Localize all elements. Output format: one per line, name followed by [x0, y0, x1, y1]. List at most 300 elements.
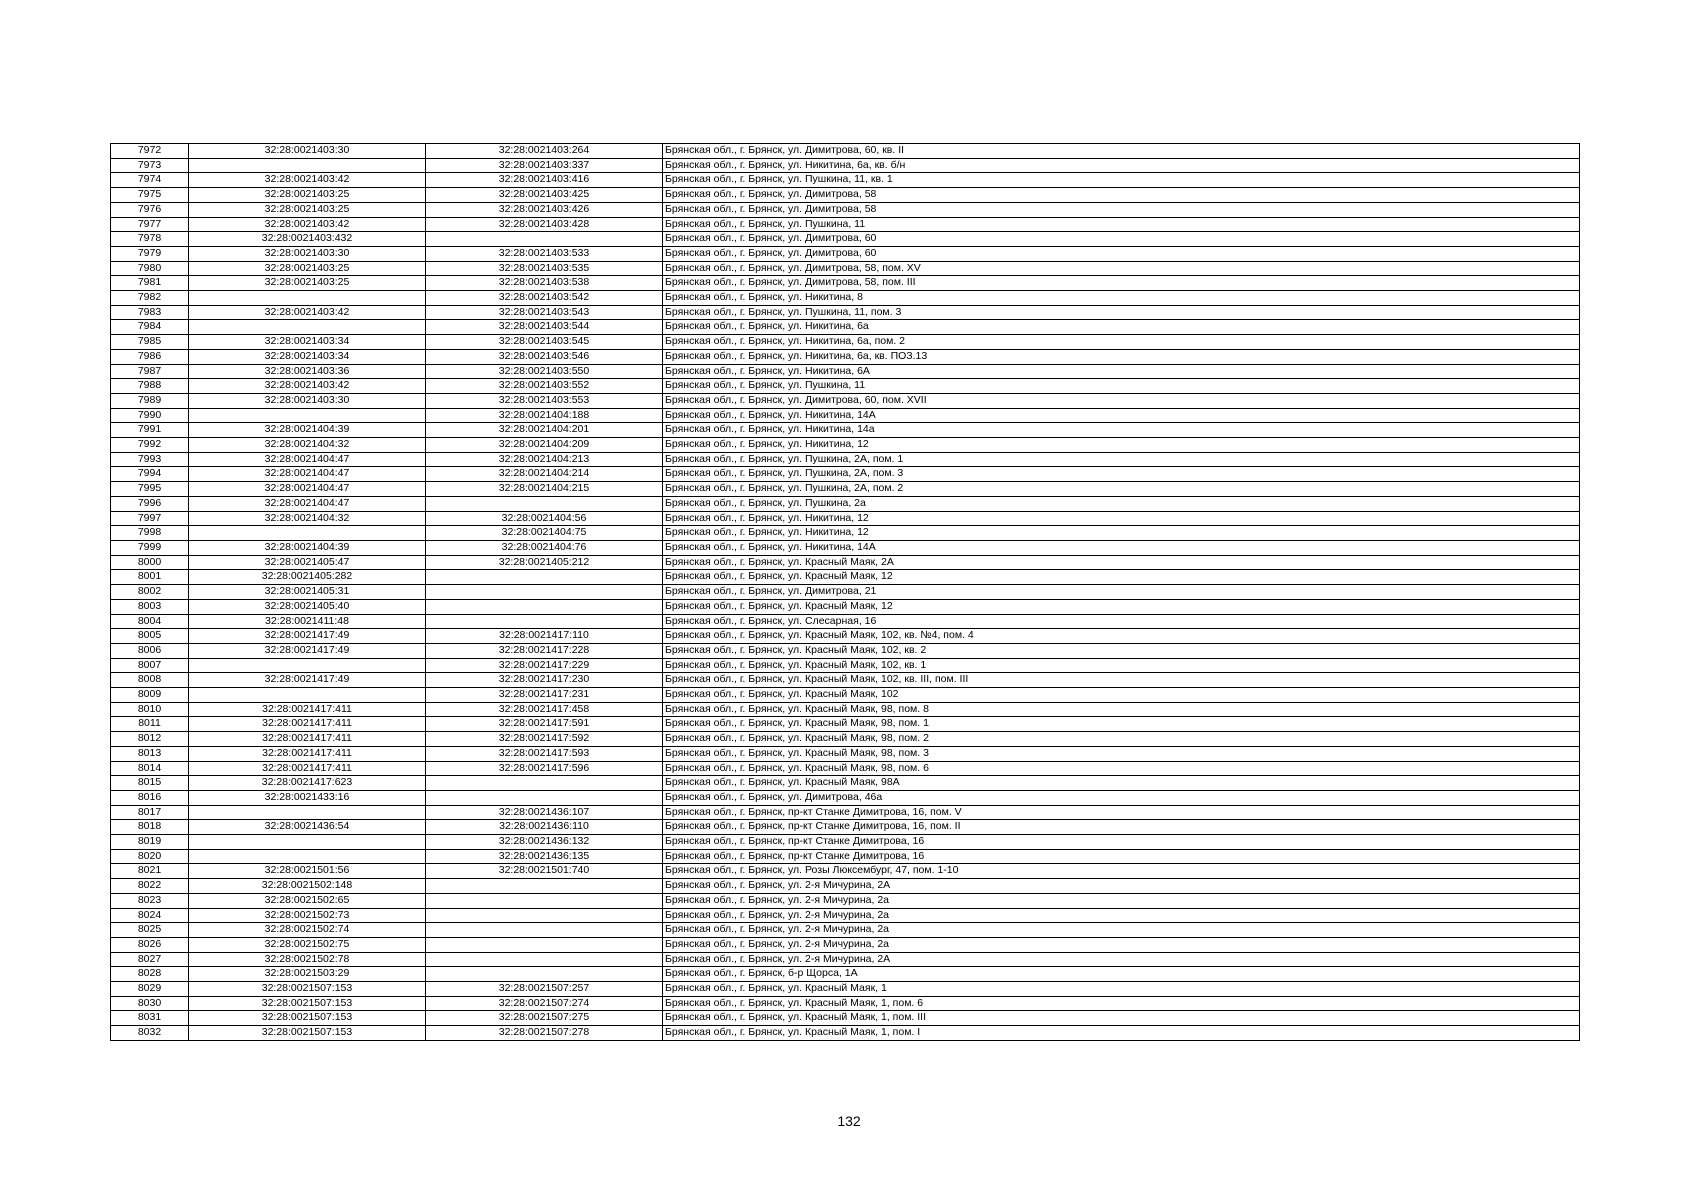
table-row: [111, 952, 1580, 967]
row-number-cell: 8012: [111, 732, 189, 747]
object-number-cell: 32:28:0021417:228: [426, 643, 663, 658]
table-row: [111, 202, 1580, 217]
table-row: [111, 526, 1580, 541]
object-number-cell: 32:28:0021507:257: [426, 982, 663, 997]
object-number-cell: 32:28:0021436:132: [426, 835, 663, 850]
object-number-cell: 32:28:0021436:110: [426, 820, 663, 835]
row-number-cell: 7978: [111, 232, 189, 247]
object-number-cell: 32:28:0021403:538: [426, 276, 663, 291]
row-number-cell: 7989: [111, 393, 189, 408]
row-number-cell: 8014: [111, 761, 189, 776]
object-number-cell: 32:28:0021405:212: [426, 555, 663, 570]
parcel-number-cell: 32:28:0021501:56: [189, 864, 426, 879]
object-number-cell: 32:28:0021404:201: [426, 423, 663, 438]
parcel-number-cell: 32:28:0021502:78: [189, 952, 426, 967]
parcel-number-cell: 32:28:0021411:48: [189, 614, 426, 629]
table-row: [111, 232, 1580, 247]
row-number-cell: 8022: [111, 879, 189, 894]
parcel-number-cell: 32:28:0021417:623: [189, 776, 426, 791]
object-number-cell: 32:28:0021501:740: [426, 864, 663, 879]
row-number-cell: 8002: [111, 585, 189, 600]
parcel-number-cell: [189, 835, 426, 850]
object-number-cell: 32:28:0021417:230: [426, 673, 663, 688]
parcel-number-cell: 32:28:0021404:39: [189, 540, 426, 555]
parcel-number-cell: 32:28:0021417:411: [189, 746, 426, 761]
address-cell: Брянская обл., г. Брянск, б-р Щорса, 1А: [663, 967, 1580, 982]
parcel-number-cell: 32:28:0021403:34: [189, 349, 426, 364]
address-cell: Брянская обл., г. Брянск, ул. Красный Маяк, 1: [663, 982, 1580, 997]
row-number-cell: 8025: [111, 923, 189, 938]
address-cell: Брянская обл., г. Брянск, пр-кт Станке Димитрова, 16: [663, 835, 1580, 850]
row-number-cell: 8024: [111, 908, 189, 923]
object-number-cell: 32:28:0021404:75: [426, 526, 663, 541]
row-number-cell: 8001: [111, 570, 189, 585]
object-number-cell: 32:28:0021436:107: [426, 805, 663, 820]
object-number-cell: 32:28:0021403:543: [426, 305, 663, 320]
parcel-number-cell: 32:28:0021403:42: [189, 217, 426, 232]
row-number-cell: 7985: [111, 335, 189, 350]
object-number-cell: [426, 585, 663, 600]
address-cell: Брянская обл., г. Брянск, ул. 2-я Мичурина, 2А: [663, 952, 1580, 967]
address-cell: Брянская обл., г. Брянск, ул. Пушкина, 11, кв. 1: [663, 173, 1580, 188]
address-cell: Брянская обл., г. Брянск, ул. Красный Маяк, 1, пом. I: [663, 1026, 1580, 1041]
row-number-cell: 7973: [111, 158, 189, 173]
table-row: [111, 776, 1580, 791]
object-number-cell: 32:28:0021404:188: [426, 408, 663, 423]
parcel-number-cell: 32:28:0021507:153: [189, 1011, 426, 1026]
row-number-cell: 7998: [111, 526, 189, 541]
object-number-cell: 32:28:0021417:231: [426, 688, 663, 703]
registry-table-container: [110, 143, 1580, 1041]
parcel-number-cell: 32:28:0021507:153: [189, 996, 426, 1011]
row-number-cell: 7991: [111, 423, 189, 438]
object-number-cell: 32:28:0021403:337: [426, 158, 663, 173]
table-row: [111, 879, 1580, 894]
address-cell: Брянская обл., г. Брянск, ул. 2-я Мичурина, 2А: [663, 879, 1580, 894]
address-cell: Брянская обл., г. Брянск, ул. Пушкина, 11, пом. 3: [663, 305, 1580, 320]
parcel-number-cell: [189, 849, 426, 864]
row-number-cell: 8005: [111, 629, 189, 644]
object-number-cell: 32:28:0021417:596: [426, 761, 663, 776]
parcel-number-cell: 32:28:0021403:25: [189, 261, 426, 276]
row-number-cell: 8018: [111, 820, 189, 835]
address-cell: Брянская обл., г. Брянск, ул. Никитина, 14А: [663, 408, 1580, 423]
address-cell: Брянская обл., г. Брянск, ул. Димитрова, 60: [663, 246, 1580, 261]
table-row: [111, 923, 1580, 938]
table-row: [111, 849, 1580, 864]
address-cell: Брянская обл., г. Брянск, ул. Никитина, 6А: [663, 364, 1580, 379]
object-number-cell: 32:28:0021436:135: [426, 849, 663, 864]
address-cell: Брянская обл., г. Брянск, ул. Красный Маяк, 98А: [663, 776, 1580, 791]
row-number-cell: 8027: [111, 952, 189, 967]
row-number-cell: 7992: [111, 438, 189, 453]
row-number-cell: 7972: [111, 144, 189, 159]
object-number-cell: 32:28:0021404:76: [426, 540, 663, 555]
row-number-cell: 8020: [111, 849, 189, 864]
address-cell: Брянская обл., г. Брянск, ул. Димитрова, 46а: [663, 790, 1580, 805]
row-number-cell: 8009: [111, 688, 189, 703]
parcel-number-cell: 32:28:0021417:411: [189, 702, 426, 717]
address-cell: Брянская обл., г. Брянск, ул. Никитина, 14а: [663, 423, 1580, 438]
object-number-cell: 32:28:0021403:533: [426, 246, 663, 261]
table-row: [111, 188, 1580, 203]
row-number-cell: 7977: [111, 217, 189, 232]
object-number-cell: 32:28:0021404:215: [426, 482, 663, 497]
table-row: [111, 732, 1580, 747]
table-row: [111, 452, 1580, 467]
address-cell: Брянская обл., г. Брянск, ул. Красный Маяк, 102, кв. 1: [663, 658, 1580, 673]
row-number-cell: 8008: [111, 673, 189, 688]
table-row: [111, 982, 1580, 997]
parcel-number-cell: 32:28:0021403:34: [189, 335, 426, 350]
object-number-cell: 32:28:0021417:110: [426, 629, 663, 644]
row-number-cell: 7975: [111, 188, 189, 203]
table-row: [111, 1011, 1580, 1026]
object-number-cell: 32:28:0021417:458: [426, 702, 663, 717]
address-cell: Брянская обл., г. Брянск, ул. Красный Маяк, 1, пом. 6: [663, 996, 1580, 1011]
parcel-number-cell: [189, 291, 426, 306]
address-cell: Брянская обл., г. Брянск, ул. 2-я Мичурина, 2а: [663, 937, 1580, 952]
row-number-cell: 8031: [111, 1011, 189, 1026]
table-row: [111, 761, 1580, 776]
object-number-cell: 32:28:0021403:428: [426, 217, 663, 232]
parcel-number-cell: 32:28:0021502:74: [189, 923, 426, 938]
address-cell: Брянская обл., г. Брянск, ул. Красный Маяк, 98, пом. 3: [663, 746, 1580, 761]
address-cell: Брянская обл., г. Брянск, ул. 2-я Мичурина, 2а: [663, 893, 1580, 908]
object-number-cell: [426, 923, 663, 938]
row-number-cell: 7990: [111, 408, 189, 423]
row-number-cell: 7988: [111, 379, 189, 394]
table-row: [111, 893, 1580, 908]
address-cell: Брянская обл., г. Брянск, ул. Красный Маяк, 1, пом. III: [663, 1011, 1580, 1026]
row-number-cell: 7997: [111, 511, 189, 526]
object-number-cell: 32:28:0021417:229: [426, 658, 663, 673]
address-cell: Брянская обл., г. Брянск, ул. Димитрова, 58, пом. III: [663, 276, 1580, 291]
table-row: [111, 467, 1580, 482]
parcel-number-cell: 32:28:0021503:29: [189, 967, 426, 982]
parcel-number-cell: 32:28:0021405:40: [189, 599, 426, 614]
row-number-cell: 8029: [111, 982, 189, 997]
table-row: [111, 790, 1580, 805]
table-row: [111, 629, 1580, 644]
parcel-number-cell: [189, 158, 426, 173]
table-row: [111, 320, 1580, 335]
table-row: [111, 688, 1580, 703]
parcel-number-cell: 32:28:0021436:54: [189, 820, 426, 835]
parcel-number-cell: 32:28:0021403:30: [189, 246, 426, 261]
row-number-cell: 8019: [111, 835, 189, 850]
row-number-cell: 8021: [111, 864, 189, 879]
table-row: [111, 864, 1580, 879]
parcel-number-cell: 32:28:0021403:25: [189, 188, 426, 203]
parcel-number-cell: 32:28:0021502:65: [189, 893, 426, 908]
object-number-cell: 32:28:0021404:209: [426, 438, 663, 453]
row-number-cell: 7994: [111, 467, 189, 482]
object-number-cell: 32:28:0021404:214: [426, 467, 663, 482]
address-cell: Брянская обл., г. Брянск, ул. Никитина, 6а, кв. ПОЗ.13: [663, 349, 1580, 364]
parcel-number-cell: 32:28:0021403:42: [189, 379, 426, 394]
table-row: [111, 540, 1580, 555]
table-row: [111, 364, 1580, 379]
table-row: [111, 335, 1580, 350]
address-cell: Брянская обл., г. Брянск, ул. Пушкина, 11: [663, 379, 1580, 394]
address-cell: Брянская обл., г. Брянск, ул. Никитина, 12: [663, 438, 1580, 453]
row-number-cell: 8032: [111, 1026, 189, 1041]
page-number: 132: [837, 1113, 861, 1129]
row-number-cell: 7983: [111, 305, 189, 320]
table-row: [111, 746, 1580, 761]
table-row: [111, 570, 1580, 585]
address-cell: Брянская обл., г. Брянск, ул. Пушкина, 2А, пом. 3: [663, 467, 1580, 482]
object-number-cell: 32:28:0021507:275: [426, 1011, 663, 1026]
registry-table-body: [111, 144, 1580, 1041]
object-number-cell: [426, 937, 663, 952]
address-cell: Брянская обл., г. Брянск, ул. Пушкина, 2А, пом. 2: [663, 482, 1580, 497]
address-cell: Брянская обл., г. Брянск, ул. Димитрова, 21: [663, 585, 1580, 600]
address-cell: Брянская обл., г. Брянск, пр-кт Станке Димитрова, 16: [663, 849, 1580, 864]
table-row: [111, 276, 1580, 291]
table-row: [111, 908, 1580, 923]
table-row: [111, 1026, 1580, 1041]
object-number-cell: 32:28:0021403:550: [426, 364, 663, 379]
parcel-number-cell: 32:28:0021405:47: [189, 555, 426, 570]
address-cell: Брянская обл., г. Брянск, ул. 2-я Мичурина, 2а: [663, 908, 1580, 923]
table-row: [111, 261, 1580, 276]
parcel-number-cell: 32:28:0021403:30: [189, 393, 426, 408]
row-number-cell: 7980: [111, 261, 189, 276]
table-row: [111, 291, 1580, 306]
parcel-number-cell: 32:28:0021433:16: [189, 790, 426, 805]
parcel-number-cell: 32:28:0021417:411: [189, 761, 426, 776]
table-row: [111, 393, 1580, 408]
address-cell: Брянская обл., г. Брянск, пр-кт Станке Димитрова, 16, пом. II: [663, 820, 1580, 835]
registry-table: [110, 143, 1580, 1041]
address-cell: Брянская обл., г. Брянск, ул. Димитрова, 60: [663, 232, 1580, 247]
object-number-cell: [426, 570, 663, 585]
table-row: [111, 585, 1580, 600]
object-number-cell: [426, 599, 663, 614]
object-number-cell: 32:28:0021403:542: [426, 291, 663, 306]
object-number-cell: [426, 614, 663, 629]
object-number-cell: 32:28:0021403:426: [426, 202, 663, 217]
table-row: [111, 158, 1580, 173]
parcel-number-cell: 32:28:0021403:42: [189, 173, 426, 188]
parcel-number-cell: 32:28:0021404:39: [189, 423, 426, 438]
address-cell: Брянская обл., г. Брянск, ул. Слесарная, 16: [663, 614, 1580, 629]
address-cell: Брянская обл., г. Брянск, ул. Димитрова, 60, пом. XVII: [663, 393, 1580, 408]
row-number-cell: 7986: [111, 349, 189, 364]
parcel-number-cell: 32:28:0021403:42: [189, 305, 426, 320]
row-number-cell: 7979: [111, 246, 189, 261]
table-row: [111, 217, 1580, 232]
address-cell: Брянская обл., г. Брянск, ул. Красный Маяк, 98, пом. 6: [663, 761, 1580, 776]
object-number-cell: [426, 232, 663, 247]
parcel-number-cell: [189, 408, 426, 423]
object-number-cell: 32:28:0021417:591: [426, 717, 663, 732]
object-number-cell: 32:28:0021507:278: [426, 1026, 663, 1041]
row-number-cell: 8026: [111, 937, 189, 952]
parcel-number-cell: 32:28:0021404:47: [189, 467, 426, 482]
table-row: [111, 996, 1580, 1011]
address-cell: Брянская обл., г. Брянск, ул. Розы Люксембург, 47, пом. 1-10: [663, 864, 1580, 879]
address-cell: Брянская обл., г. Брянск, ул. Красный Маяк, 98, пом. 8: [663, 702, 1580, 717]
row-number-cell: 8004: [111, 614, 189, 629]
object-number-cell: 32:28:0021403:535: [426, 261, 663, 276]
address-cell: Брянская обл., г. Брянск, ул. Красный Маяк, 98, пом. 1: [663, 717, 1580, 732]
table-row: [111, 482, 1580, 497]
address-cell: Брянская обл., г. Брянск, ул. Пушкина, 2а: [663, 496, 1580, 511]
address-cell: Брянская обл., г. Брянск, ул. Красный Маяк, 12: [663, 599, 1580, 614]
table-row: [111, 967, 1580, 982]
address-cell: Брянская обл., г. Брянск, ул. Красный Маяк, 102, кв. III, пом. III: [663, 673, 1580, 688]
address-cell: Брянская обл., г. Брянск, пр-кт Станке Димитрова, 16, пом. V: [663, 805, 1580, 820]
parcel-number-cell: 32:28:0021502:148: [189, 879, 426, 894]
table-row: [111, 717, 1580, 732]
object-number-cell: [426, 893, 663, 908]
parcel-number-cell: 32:28:0021404:32: [189, 511, 426, 526]
parcel-number-cell: 32:28:0021404:47: [189, 482, 426, 497]
row-number-cell: 8028: [111, 967, 189, 982]
object-number-cell: 32:28:0021507:274: [426, 996, 663, 1011]
row-number-cell: 7974: [111, 173, 189, 188]
object-number-cell: 32:28:0021417:593: [426, 746, 663, 761]
object-number-cell: [426, 879, 663, 894]
parcel-number-cell: 32:28:0021502:75: [189, 937, 426, 952]
address-cell: Брянская обл., г. Брянск, ул. Красный Маяк, 102, кв. №4, пом. 4: [663, 629, 1580, 644]
address-cell: Брянская обл., г. Брянск, ул. Никитина, 12: [663, 511, 1580, 526]
row-number-cell: 7984: [111, 320, 189, 335]
parcel-number-cell: 32:28:0021507:153: [189, 982, 426, 997]
table-row: [111, 820, 1580, 835]
table-row: [111, 423, 1580, 438]
table-row: [111, 408, 1580, 423]
row-number-cell: 8011: [111, 717, 189, 732]
parcel-number-cell: 32:28:0021502:73: [189, 908, 426, 923]
table-row: [111, 555, 1580, 570]
address-cell: Брянская обл., г. Брянск, ул. Никитина, 6а: [663, 320, 1580, 335]
row-number-cell: 7993: [111, 452, 189, 467]
table-row: [111, 496, 1580, 511]
row-number-cell: 8006: [111, 643, 189, 658]
table-row: [111, 702, 1580, 717]
address-cell: Брянская обл., г. Брянск, ул. Никитина, 12: [663, 526, 1580, 541]
table-row: [111, 673, 1580, 688]
table-row: [111, 599, 1580, 614]
object-number-cell: 32:28:0021403:553: [426, 393, 663, 408]
row-number-cell: 7996: [111, 496, 189, 511]
row-number-cell: 7976: [111, 202, 189, 217]
object-number-cell: [426, 790, 663, 805]
address-cell: Брянская обл., г. Брянск, ул. 2-я Мичурина, 2а: [663, 923, 1580, 938]
table-row: [111, 835, 1580, 850]
parcel-number-cell: 32:28:0021404:47: [189, 452, 426, 467]
parcel-number-cell: 32:28:0021405:282: [189, 570, 426, 585]
row-number-cell: 8030: [111, 996, 189, 1011]
table-row: [111, 511, 1580, 526]
address-cell: Брянская обл., г. Брянск, ул. Никитина, 6а, пом. 2: [663, 335, 1580, 350]
row-number-cell: 8023: [111, 893, 189, 908]
row-number-cell: 7987: [111, 364, 189, 379]
object-number-cell: 32:28:0021403:544: [426, 320, 663, 335]
address-cell: Брянская обл., г. Брянск, ул. Красный Маяк, 2А: [663, 555, 1580, 570]
parcel-number-cell: [189, 658, 426, 673]
address-cell: Брянская обл., г. Брянск, ул. Никитина, 14А: [663, 540, 1580, 555]
table-row: [111, 173, 1580, 188]
parcel-number-cell: [189, 688, 426, 703]
address-cell: Брянская обл., г. Брянск, ул. Пушкина, 11: [663, 217, 1580, 232]
address-cell: Брянская обл., г. Брянск, ул. Красный Маяк, 102, кв. 2: [663, 643, 1580, 658]
parcel-number-cell: 32:28:0021404:47: [189, 496, 426, 511]
object-number-cell: [426, 776, 663, 791]
row-number-cell: 7995: [111, 482, 189, 497]
row-number-cell: 8010: [111, 702, 189, 717]
row-number-cell: 7982: [111, 291, 189, 306]
object-number-cell: 32:28:0021404:56: [426, 511, 663, 526]
parcel-number-cell: 32:28:0021405:31: [189, 585, 426, 600]
object-number-cell: 32:28:0021403:425: [426, 188, 663, 203]
parcel-number-cell: 32:28:0021417:49: [189, 643, 426, 658]
parcel-number-cell: 32:28:0021403:25: [189, 202, 426, 217]
parcel-number-cell: [189, 526, 426, 541]
address-cell: Брянская обл., г. Брянск, ул. Пушкина, 2А, пом. 1: [663, 452, 1580, 467]
parcel-number-cell: [189, 320, 426, 335]
object-number-cell: 32:28:0021404:213: [426, 452, 663, 467]
address-cell: Брянская обл., г. Брянск, ул. Димитрова, 58, пом. XV: [663, 261, 1580, 276]
table-row: [111, 438, 1580, 453]
object-number-cell: 32:28:0021403:552: [426, 379, 663, 394]
parcel-number-cell: 32:28:0021403:36: [189, 364, 426, 379]
row-number-cell: 8007: [111, 658, 189, 673]
parcel-number-cell: 32:28:0021417:49: [189, 673, 426, 688]
address-cell: Брянская обл., г. Брянск, ул. Никитина, 8: [663, 291, 1580, 306]
object-number-cell: [426, 908, 663, 923]
parcel-number-cell: [189, 805, 426, 820]
object-number-cell: 32:28:0021403:416: [426, 173, 663, 188]
parcel-number-cell: 32:28:0021403:432: [189, 232, 426, 247]
object-number-cell: 32:28:0021417:592: [426, 732, 663, 747]
table-row: [111, 643, 1580, 658]
table-row: [111, 805, 1580, 820]
row-number-cell: 8003: [111, 599, 189, 614]
address-cell: Брянская обл., г. Брянск, ул. Никитина, 6а, кв. б/н: [663, 158, 1580, 173]
table-row: [111, 246, 1580, 261]
address-cell: Брянская обл., г. Брянск, ул. Димитрова, 58: [663, 202, 1580, 217]
parcel-number-cell: 32:28:0021403:30: [189, 144, 426, 159]
object-number-cell: 32:28:0021403:545: [426, 335, 663, 350]
table-row: [111, 614, 1580, 629]
table-row: [111, 144, 1580, 159]
row-number-cell: 8013: [111, 746, 189, 761]
object-number-cell: 32:28:0021403:264: [426, 144, 663, 159]
table-row: [111, 305, 1580, 320]
address-cell: Брянская обл., г. Брянск, ул. Димитрова, 60, кв. II: [663, 144, 1580, 159]
row-number-cell: 8017: [111, 805, 189, 820]
table-row: [111, 349, 1580, 364]
row-number-cell: 8000: [111, 555, 189, 570]
object-number-cell: [426, 952, 663, 967]
address-cell: Брянская обл., г. Брянск, ул. Красный Маяк, 98, пом. 2: [663, 732, 1580, 747]
row-number-cell: 7981: [111, 276, 189, 291]
parcel-number-cell: 32:28:0021417:411: [189, 732, 426, 747]
object-number-cell: [426, 967, 663, 982]
object-number-cell: 32:28:0021403:546: [426, 349, 663, 364]
table-row: [111, 658, 1580, 673]
parcel-number-cell: 32:28:0021403:25: [189, 276, 426, 291]
parcel-number-cell: 32:28:0021507:153: [189, 1026, 426, 1041]
address-cell: Брянская обл., г. Брянск, ул. Димитрова, 58: [663, 188, 1580, 203]
address-cell: Брянская обл., г. Брянск, ул. Красный Маяк, 12: [663, 570, 1580, 585]
parcel-number-cell: 32:28:0021404:32: [189, 438, 426, 453]
